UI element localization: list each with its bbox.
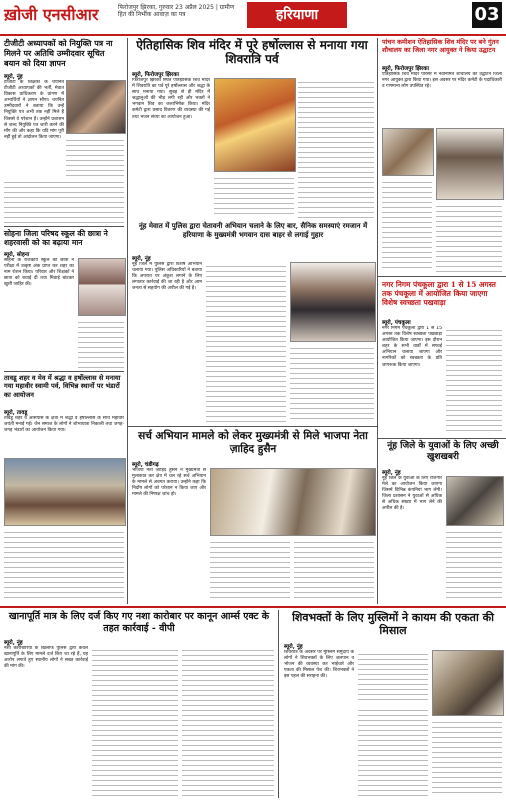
- divider: [4, 371, 124, 372]
- body-a10-cont2: [182, 646, 274, 796]
- body-a4: फिरोजपुर झिरका स्थित ऐतिहासिक शिव मंदिर में शिवरात्रि का पर्व पूरे हर्षोल्लास और श्रद्धा के साथ मनाया गया। सुबह से ही मंदिर में श्रद्धालुओं की भीड़ लगी रही और भक्तों ने भगवान शिव का जलाभिषेक किया। मंदिर कमेटी द्वारा प्रसाद वितरण की व्यवस्था की गई तथा भजन संध्या का आयोजन हुआ।: [132, 78, 210, 120]
- body-a5: नूंह जिले में पुलिस द्वारा विशेष अभियान चलाया गया। पुलिस अधिकारियों ने बताया कि अपराध पर अंकुश लगाने के लिए लगातार कार्रवाई की जा रही है और आम जनता से सहयोग की अपील की गई है।: [132, 262, 202, 292]
- body-a2-cont: [78, 318, 124, 368]
- body-a9: नूंह जिले के युवाओं के लिए रोजगार मेले का आयोजन किया जाएगा जिसमें विभिन्न कंपनियां भाग लेंगी। जिला प्रशासन ने युवाओं से अधिक से अधिक संख्या में भाग लेने की अपील की है।: [382, 476, 442, 512]
- byline-a9: ब्यूरो, नूंह: [382, 470, 401, 476]
- divider: [128, 426, 377, 427]
- headline-a6: नगर निगम पंचकूला द्वारा 1 से 15 अगस्त तक पंचकूला में आयोजित किया जाएगा विशेष स्वच्छता पखवाड़ा: [382, 280, 496, 307]
- body-a5-cont2: [290, 344, 374, 422]
- body-a9-cont: [446, 528, 502, 602]
- date-line: फिरोजपुर झिरका, गुरुवार 23 अप्रैल 2025 | ग्रामीण हित की निर्भीक आवाज़ का पत्र: [118, 4, 235, 18]
- photo-procession: [4, 458, 126, 526]
- photo-dignitary: [436, 128, 504, 200]
- photo-officer: [290, 262, 376, 342]
- body-a8-cont2: [294, 538, 374, 602]
- headline-a2: सोहना जिला परिषद स्कूल की छात्रा ने शहरवासी को का बढ़ाया मान: [4, 229, 108, 247]
- byline-a6: ब्यूरो, पंचकूला: [382, 320, 411, 326]
- headline-a1: टीजीटी अध्यापकों को नियुक्ति पत्र ना मिलने पर अतिथि उम्मीदवार सूचित बयान को दिया ज्ञापन: [4, 38, 113, 68]
- divider: [4, 226, 124, 227]
- headline-a5: नूंह मेवात में पुलिस द्वारा चेतावनी अभियान चलाने के लिए बार, सैनिक समस्याएं रमजान में हरियाणा के मुख्यमंत्री भगवान दास बाहर से लगाई गुहार: [138, 221, 368, 239]
- photo-inauguration: [382, 128, 434, 176]
- photo-cm-meeting: [210, 468, 376, 536]
- body-a7-cont2: [436, 202, 502, 272]
- headline-a9: नूंह जिले के युवाओं के लिए अच्छी खुशखबरी: [387, 441, 499, 462]
- body-a5-cont: [206, 262, 286, 422]
- column-rule: [127, 38, 128, 604]
- section-title: हरियाणा: [247, 2, 347, 28]
- byline-a2: ब्यूरो, सोहना: [4, 252, 30, 258]
- headline-a4: ऐतिहासिक शिव मंदिर में पूरे हर्षोल्लास से मनाया गया शिवरात्रि पर्व: [136, 38, 368, 66]
- headline-a11: शिवभक्तों के लिए मुस्लिमों ने कायम की एकता की मिसाल: [292, 611, 494, 637]
- body-a10: नशा कारोबारियों के खिलाफ पुलिस द्वारा केवल खानापूर्ति के लिए मामले दर्ज किए जा रहे हैं, यह आरोप लगाते हुए स्थानीय लोगों ने सख्त कार्रवाई की मांग की।: [4, 646, 88, 670]
- byline-a8: ब्यूरो, चंडीगढ़: [132, 462, 159, 468]
- masthead: [0, 0, 506, 36]
- column-rule: [278, 610, 279, 798]
- divider: [378, 276, 506, 277]
- body-a4-cont: [298, 78, 374, 218]
- divider: [378, 438, 506, 439]
- body-a11-cont: [358, 650, 428, 702]
- body-a4-cont2: [214, 174, 294, 218]
- body-a6-cont: [446, 326, 502, 434]
- body-a1: टीजीटी के शिक्षकों के चयनित टीजीटी अध्यापकों की भर्ती, मेवात विकास प्राधिकरण के प्रांगण में अभ्यर्थियों ने ज्ञापन सौंपा। चयनित उम्मीदवारों ने बताया कि उन्हें नियुक्ति पत्र अभी तक नहीं मिले हैं जिससे वे परेशान हैं। उन्होंने प्रशासन से जल्द नियुक्ति पत्र जारी करने की माँग की और कहा कि यदि मांग पूरी नहीं हुई तो आंदोलन किया जाएगा।: [4, 80, 64, 140]
- body-a6: नगर निगम पंचकूला द्वारा 1 से 15 अगस्त तक विशेष स्वच्छता पखवाड़ा आयोजित किया जाएगा। इस दौरान शहर के सभी वार्डों में सफाई अभियान चलाया जाएगा और नागरिकों को स्वच्छता के प्रति जागरूक किया जाएगा।: [382, 326, 442, 368]
- body-a3-cont: [4, 528, 124, 602]
- photo-youth: [446, 476, 504, 526]
- byline-a11: ब्यूरो, नूंह: [284, 644, 303, 650]
- byline-a3: ब्यूरो, तावडू: [4, 410, 28, 416]
- body-a11: शिवरात्रि के अवसर पर मुस्लिम समुदाय के लोगों ने शिवभक्तों के लिए जलपान व भोजन की व्यवस्था कर भाईचारे और एकता की मिसाल पेश की। शिवभक्तों ने इस पहल की सराहना की।: [284, 650, 354, 680]
- paper-name: ख़ोजी एनसीआर: [4, 5, 99, 24]
- byline-a10: ब्यूरो, नूंह: [4, 640, 23, 646]
- headline-a10: खानापूर्ति मात्र के लिए दर्ज किए गए नशा कारोबार पर कानून आर्म्स एक्ट के तहत कार्रवाई - वीपी: [8, 611, 270, 634]
- body-a8: भाजपा नेता ज़ाहिद हुसैन ने मुख्यमंत्री से मुलाकात कर क्षेत्र में चल रहे सर्च अभियान के मामले से अवगत कराया। उन्होंने कहा कि निर्दोष लोगों को परेशान न किया जाए और मामले की निष्पक्ष जांच हो।: [132, 468, 206, 498]
- body-a11-cont3: [432, 718, 502, 796]
- column-rule: [377, 38, 378, 604]
- photo-unity-camp: [432, 650, 504, 716]
- byline-a7: ब्यूरो, फिरोजपुर झिरका: [382, 66, 429, 72]
- body-a1-cont: [66, 136, 124, 176]
- headline-a3: तावडू शहर व मेव में श्रद्धा व हर्षोल्लास से मनाया गया महावीर स्वामी पर्व, विभिन्न स्थानों पर भंडारों का आयोजन: [4, 374, 121, 399]
- body-a3: तावडू शहर व आसपास के क्षेत्रों में श्रद्धा व हर्षोल्लास के साथ महावीर जयंती मनाई गई। जैन समाज के लोगों ने शोभायात्रा निकाली तथा जगह-जगह भंडारों का आयोजन किया गया।: [4, 416, 124, 434]
- byline-a4: ब्यूरो, फिरोजपुर झिरका: [132, 72, 179, 78]
- body-a2: सोहना के राजकीय स्कूल की छात्रा ने परीक्षा में उत्कृष्ट अंक प्राप्त कर शहर का नाम रोशन किया। परिवार और शिक्षकों ने छात्रा को बधाई दी तथा मिठाई बांटकर खुशी जाहिर की।: [4, 258, 74, 288]
- body-a7: ऐतिहासिक शिव मंदिर परिसर में नवनिर्मित शौचालय का उद्घाटन जिला नगर आयुक्त द्वारा किया गया। इस अवसर पर मंदिर कमेटी के पदाधिकारी व गणमान्य लोग उपस्थित रहे।: [382, 72, 502, 90]
- byline-a5: ब्यूरो, नूंह: [132, 256, 151, 262]
- body-a7-cont: [382, 178, 432, 272]
- page-number: 03: [472, 2, 502, 28]
- photo-protest: [66, 80, 126, 134]
- body-a1-filler: [4, 178, 124, 224]
- headline-a8: सर्च अभियान मामले को लेकर मुख्यमंत्री से मिले भाजपा नेता ज़ाहिद हुसैन: [138, 430, 368, 455]
- divider: [0, 606, 506, 608]
- photo-student: [78, 258, 126, 316]
- body-a8-cont: [210, 538, 290, 602]
- headline-a7: पांचन कमीशन ऐतिहासिक शिव मंदिर पर बने गुंतन शौचालय का जिला नगर आयुक्त ने किया उद्घाटन: [382, 38, 499, 54]
- byline-a1: ब्यूरो, नूंह: [4, 74, 23, 80]
- body-a10-cont: [92, 646, 178, 796]
- body-a11-cont2: [358, 706, 428, 796]
- photo-shiv-mandir: [214, 78, 296, 172]
